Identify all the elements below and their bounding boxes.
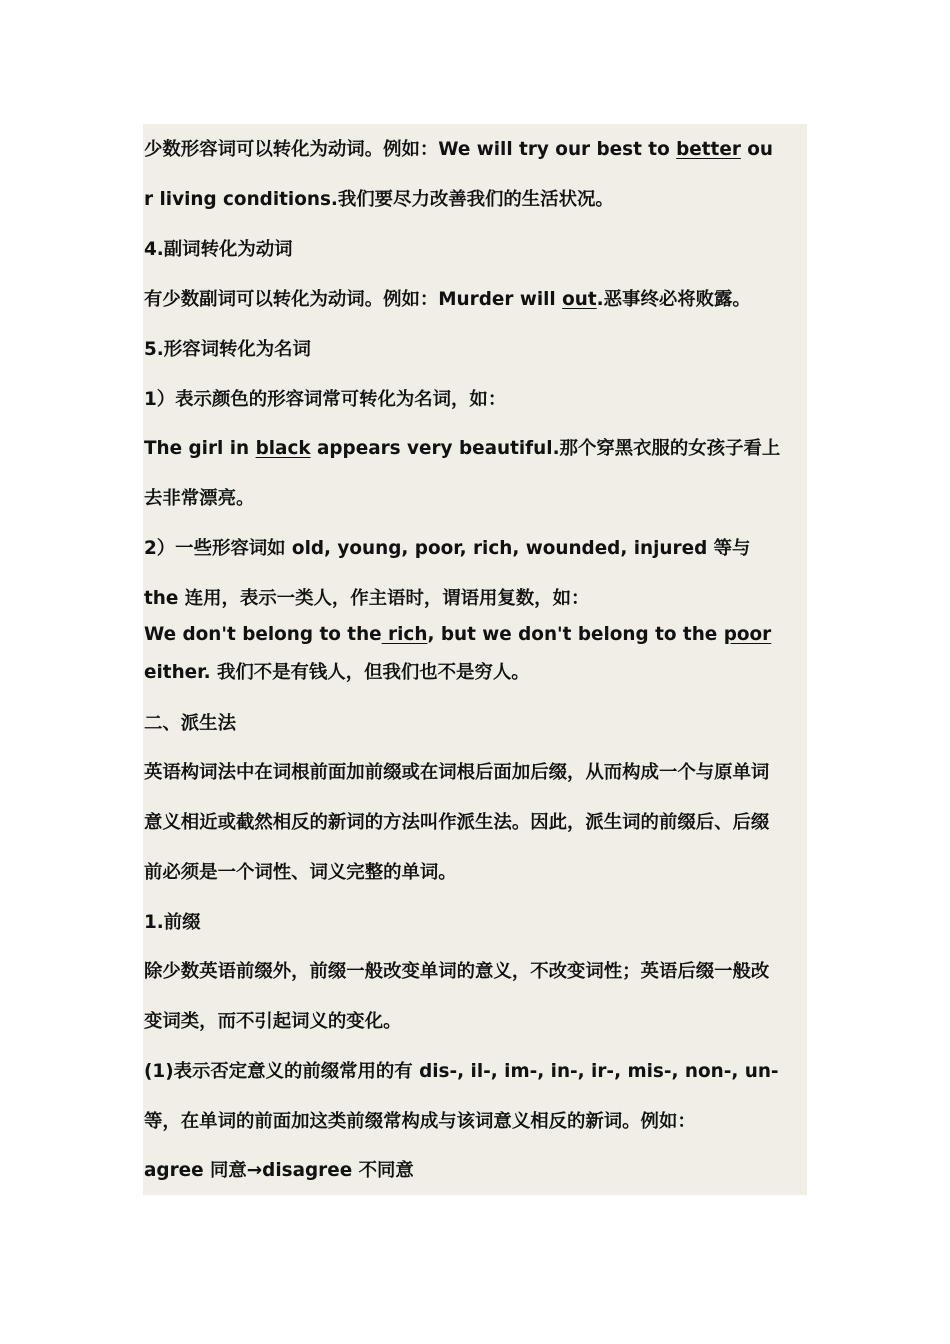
text-line-15: 意义相近或截然相反的新词的方法叫作派生法。因此，派生词的前缀后、后缀 bbox=[144, 812, 770, 833]
text-line-11: We don't belong to the rich, but we don't belong to the poor bbox=[144, 624, 772, 645]
section-heading-prefix: 1.前缀 bbox=[144, 912, 201, 933]
underlined-word: black bbox=[255, 438, 311, 459]
text-line-19: 变词类，而不引起词义的变化。 bbox=[144, 1011, 402, 1032]
section-heading-adjective-to-noun: 5.形容词转化为名词 bbox=[144, 339, 311, 360]
text-line-18: 除少数英语前缀外，前缀一般改变单词的意义，不改变词性；英语后缀一般改 bbox=[144, 961, 770, 982]
text-line-12: either. 我们不是有钱人，但我们也不是穷人。 bbox=[144, 662, 530, 683]
text-line-16: 前必须是一个词性、词义完整的单词。 bbox=[144, 862, 457, 883]
text-line-4: 有少数副词可以转化为动词。例如：Murder will out.恶事终必将败露。 bbox=[144, 289, 751, 310]
text-line-14: 英语构词法中在词根前面加前缀或在词根后面加后缀，从而构成一个与原单词 bbox=[144, 762, 770, 783]
section-heading-derivation: 二、派生法 bbox=[144, 713, 236, 734]
underlined-word: poor bbox=[723, 624, 772, 645]
underlined-word: out bbox=[562, 289, 597, 310]
text-line-10: the 连用，表示一类人，作主语时，谓语用复数，如： bbox=[144, 588, 590, 609]
section-heading-adverb-to-verb: 4.副词转化为动词 bbox=[144, 239, 293, 260]
text-line-8: 去非常漂亮。 bbox=[144, 488, 255, 509]
underlined-word: rich bbox=[381, 624, 428, 645]
text-line-6: 1）表示颜色的形容词常可转化为名词，如： bbox=[144, 389, 507, 410]
text-line-20: (1)表示否定意义的前缀常用的有 dis-, il-, im-, in-, ir-, mis-, non-, un- bbox=[144, 1061, 779, 1082]
text-line-1: 少数形容词可以转化为动词。例如：We will try our best to better ou bbox=[144, 139, 774, 160]
text-line-22: agree 同意→disagree 不同意 bbox=[144, 1160, 414, 1181]
text-line-2: r living conditions.我们要尽力改善我们的生活状况。 bbox=[144, 189, 614, 210]
text-line-7: The girl in black appears very beautiful.那个穿黑衣服的女孩子看上 bbox=[144, 438, 781, 459]
document-page bbox=[143, 124, 807, 1195]
text-line-21: 等，在单词的前面加这类前缀常构成与该词意义相反的新词。例如： bbox=[144, 1111, 696, 1132]
underlined-word: better bbox=[676, 139, 741, 160]
text-line-9: 2）一些形容词如 old, young, poor, rich, wounded, injured 等与 bbox=[144, 538, 751, 559]
